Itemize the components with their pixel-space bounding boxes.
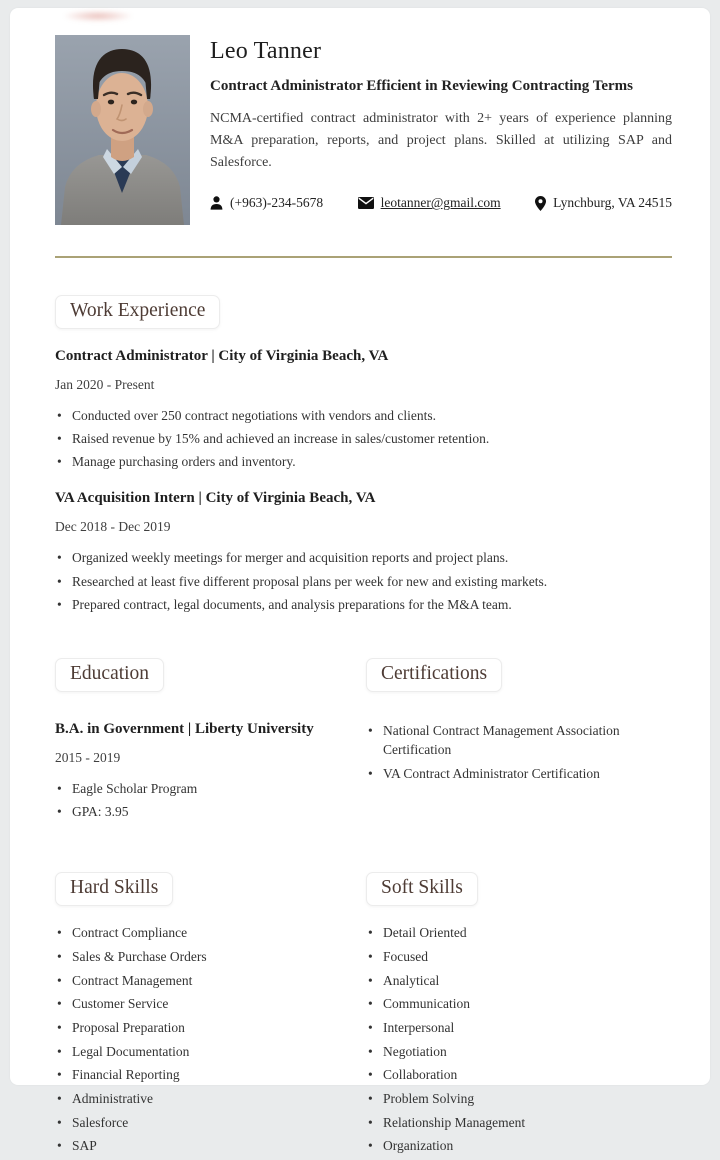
- soft-skills-heading: Soft Skills: [366, 872, 478, 906]
- email-link[interactable]: leotanner@gmail.com: [380, 195, 501, 211]
- work-experience-heading: Work Experience: [55, 295, 220, 329]
- job-dates: Dec 2018 - Dec 2019: [55, 519, 171, 535]
- soft-skill-item: • Interpersonal: [366, 1018, 672, 1037]
- job-bullets: [55, 548, 672, 613]
- soft-skill-item: • Negotiation: [366, 1042, 672, 1061]
- certifications-heading: Certifications: [366, 658, 502, 692]
- job-entry: [55, 348, 672, 471]
- soft-skill-item: • Analytical: [366, 971, 672, 990]
- soft-skill-item: • Relationship Management: [366, 1113, 672, 1132]
- job-bullet: • Prepared contract, legal documents, and analysis preparations for the M&A team.: [55, 595, 672, 614]
- education-bullet: • Eagle Scholar Program: [55, 779, 366, 798]
- header-text-block: [210, 35, 672, 211]
- skills-row: [55, 872, 672, 1160]
- contact-location: [535, 195, 672, 211]
- education-heading: Education: [55, 658, 164, 692]
- soft-skill-item: • Detail Oriented: [366, 923, 672, 942]
- job-title: Contract Administrator | City of Virginia Beach, VA: [55, 348, 389, 364]
- education-dates: 2015 - 2019: [55, 749, 121, 765]
- job-entry: [55, 490, 672, 613]
- job-bullet: • Researched at least five different proposal plans per week for new and existing markets.: [55, 572, 672, 591]
- education-certifications-row: [55, 658, 672, 825]
- envelope-icon: [358, 197, 374, 209]
- soft-skill-item: • Communication: [366, 994, 672, 1013]
- hard-skill-item: • SAP: [55, 1136, 366, 1155]
- degree-title: B.A. in Government | Liberty University: [55, 720, 314, 737]
- section-soft-skills: [366, 872, 672, 1160]
- education-bullet: • GPA: 3.95: [55, 802, 366, 821]
- job-title: VA Acquisition Intern | City of Virginia Beach, VA: [55, 490, 376, 507]
- hard-skill-item: • Contract Management: [55, 971, 366, 990]
- hard-skill-item: • Proposal Preparation: [55, 1018, 366, 1037]
- section-hard-skills: [55, 872, 366, 1160]
- person-icon: [210, 196, 223, 210]
- location-text: Lynchburg, VA 24515: [553, 195, 672, 211]
- soft-skill-item: • Focused: [366, 947, 672, 966]
- hard-skill-item: • Sales & Purchase Orders: [55, 947, 366, 966]
- education-bullets: [55, 779, 366, 821]
- job-bullets: [55, 406, 672, 471]
- soft-skill-item: • Organization: [366, 1136, 672, 1155]
- hard-skills-list: [55, 923, 366, 1155]
- section-work-experience: [55, 295, 672, 614]
- contact-phone: [210, 195, 323, 211]
- location-pin-icon: [535, 196, 546, 211]
- job-bullet: • Manage purchasing orders and inventory.: [55, 452, 672, 471]
- contact-email: [358, 195, 501, 211]
- hard-skill-item: • Financial Reporting: [55, 1065, 366, 1084]
- job-dates: Jan 2020 - Present: [55, 377, 155, 392]
- hard-skill-item: • Customer Service: [55, 994, 366, 1013]
- resume-header: [55, 35, 672, 225]
- certification-bullets: [366, 721, 672, 783]
- soft-skill-item: • Collaboration: [366, 1065, 672, 1084]
- section-certifications: [366, 658, 672, 825]
- soft-skill-item: • Problem Solving: [366, 1089, 672, 1108]
- profile-photo: [55, 35, 190, 225]
- phone-text: (+963)-234-5678: [230, 195, 324, 211]
- resume-page: [10, 8, 710, 1154]
- hard-skill-item: • Legal Documentation: [55, 1042, 366, 1061]
- job-bullet: • Conducted over 250 contract negotiations with vendors and clients.: [55, 406, 672, 425]
- hard-skills-heading: Hard Skills: [55, 872, 173, 906]
- job-bullet: • Raised revenue by 15% and achieved an increase in sales/customer retention.: [55, 429, 672, 448]
- job-bullet: • Organized weekly meetings for merger and acquisition reports and project plans.: [55, 548, 672, 567]
- candidate-headline: Contract Administrator Efficient in Reviewing Contracting Terms: [210, 78, 634, 94]
- header-divider: [55, 256, 672, 258]
- hard-skill-item: • Contract Compliance: [55, 923, 366, 942]
- soft-skills-list: [366, 923, 672, 1155]
- candidate-summary: NCMA-certified contract administrator with 2+ years of experience planning M&A preparation, reports, and project plans. Skilled at utilizing SAP and Salesforce.: [210, 111, 672, 171]
- certification-bullet: • National Contract Management Association Certification: [366, 721, 656, 759]
- hard-skill-item: • Administrative: [55, 1089, 366, 1108]
- candidate-name: Leo Tanner: [210, 38, 322, 64]
- certification-bullet: • VA Contract Administrator Certification: [366, 764, 656, 783]
- portrait-illustration: [55, 35, 190, 225]
- hard-skill-item: • Salesforce: [55, 1113, 366, 1132]
- contact-row: [210, 195, 672, 211]
- section-education: [55, 658, 366, 825]
